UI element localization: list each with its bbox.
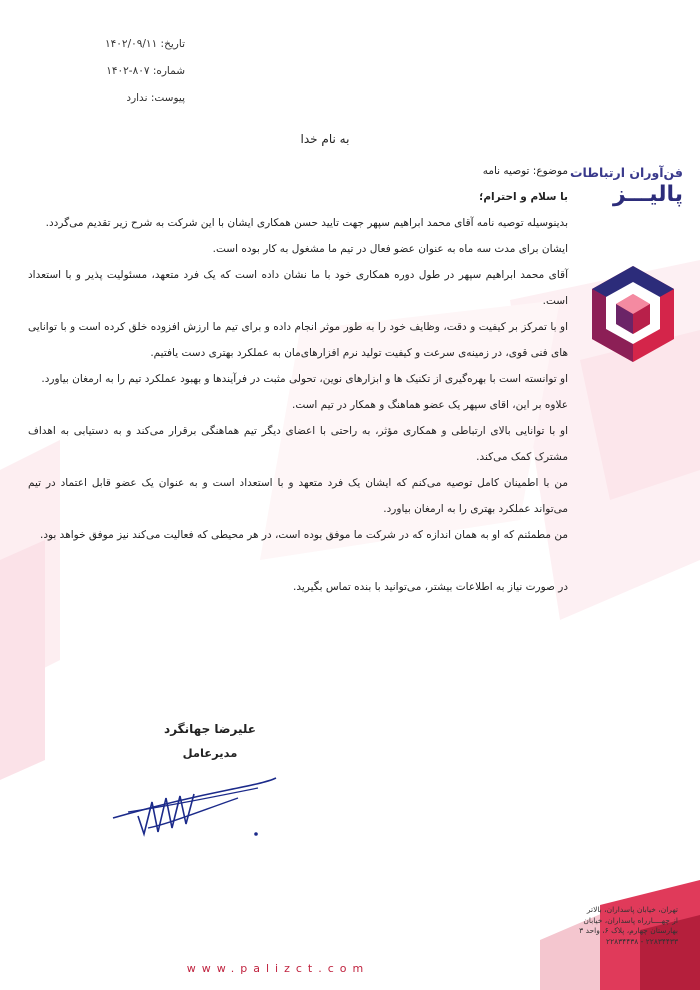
- website-url: www.palizct.com: [186, 962, 370, 975]
- hexagon-logo-icon: [588, 264, 678, 364]
- letter-paragraph: من با اطمینان کامل توصیه می‌کنم که ایشان یک فرد متعهد و با استعداد است و به عنوان یک عضو قابل اعتماد در تیم می‌تواند عملکرد بهتری را به ارمغان بیاورد.: [28, 477, 568, 515]
- letter-meta: [105, 38, 185, 119]
- letter-paragraph: او با تمرکز بر کیفیت و دقت، وظایف خود را به طور موثر انجام داده و برای تیم ما ارزش افزوده خلق کرده است و با توانایی های فنی قوی، در زمینه‌ی سرعت و کیفیت تولید نرم افزارهای‌مان به عملکرد بهتری دست یافتیم.: [28, 321, 568, 359]
- address-line: بهارستان چهارم، پلاک ۶، واحد ۳: [579, 926, 678, 935]
- letter-subject: موضوع: توصیه نامه: [482, 165, 568, 177]
- attachment-line: پیوست: ندارد: [126, 92, 185, 104]
- handwritten-signature: [108, 768, 278, 848]
- letter-paragraph: او با توانایی بالای ارتباطی و همکاری مؤثر، به راحتی با اعضای دیگر تیم هماهنگی برقرار می‌کند و به دستیابی به اهداف مشترک کمک می‌کند.: [28, 425, 568, 463]
- company-address: [568, 905, 678, 947]
- signatory-title: مدیرعامل: [182, 746, 238, 760]
- logo-brand: پالیـــز: [612, 182, 683, 207]
- date-line: تاریخ: ۱۴۰۲/۰۹/۱۱: [105, 38, 185, 50]
- letter-paragraph: بدینوسیله توصیه نامه آقای محمد ابراهیم سپهر جهت تایید حسن همکاری ایشان با این شرکت به شرح زیر تقدیم می‌گردد.: [45, 217, 568, 229]
- letter-paragraph: آقای محمد ابراهیم سپهر در طول دوره همکاری خود با ما نشان داده است که یک فرد متعهد، مسئولیت پذیر و با استعداد است.: [28, 269, 568, 307]
- letter-body: [28, 158, 568, 600]
- letter-greeting: با سلام و احترام؛: [479, 191, 568, 203]
- address-line: از چهــــارراه پاسداران، خیابان: [583, 915, 678, 925]
- letter-closing: در صورت نیاز به اطلاعات بیشتر، می‌توانید با بنده تماس بگیرید.: [293, 581, 568, 593]
- letter-paragraph: ایشان برای مدت سه ماه به عنوان عضو فعال در تیم ما مشغول به کار بوده است.: [212, 243, 568, 255]
- basmala-heading: به نام خدا: [300, 132, 350, 146]
- number-line: شماره: ۸۰۷-۱۴۰۲: [106, 65, 185, 77]
- signatory-name: علیرضا جهانگرد: [164, 722, 256, 736]
- company-logo: [570, 165, 683, 207]
- logo-tagline: فن‌آوران ارتباطات: [570, 165, 683, 180]
- phone-numbers: ۲۲۸۳۴۴۳۳ - ۲۲۸۳۴۴۳۸: [606, 936, 678, 946]
- letter-paragraph: او توانسته است با بهره‌گیری از تکنیک ها و ابزارهای نوین، تحولی مثبت در فرآیندها و بهبود عملکرد تیم را به ارمغان بیاورد.: [41, 373, 568, 385]
- letter-paragraph: علاوه بر این، اقای سپهر یک عضو هماهنگ و همکار در تیم است.: [291, 399, 568, 411]
- address-line: تهران، خیابان پاسداران، بالاتر: [586, 905, 678, 914]
- letter-paragraph: من مطمئنم که او به همان اندازه که در شرکت ما موفق بوده است، در هر محیطی که فعالیت می‌کند نیز موفق خواهد بود.: [39, 529, 568, 541]
- signatory-block: [150, 722, 270, 760]
